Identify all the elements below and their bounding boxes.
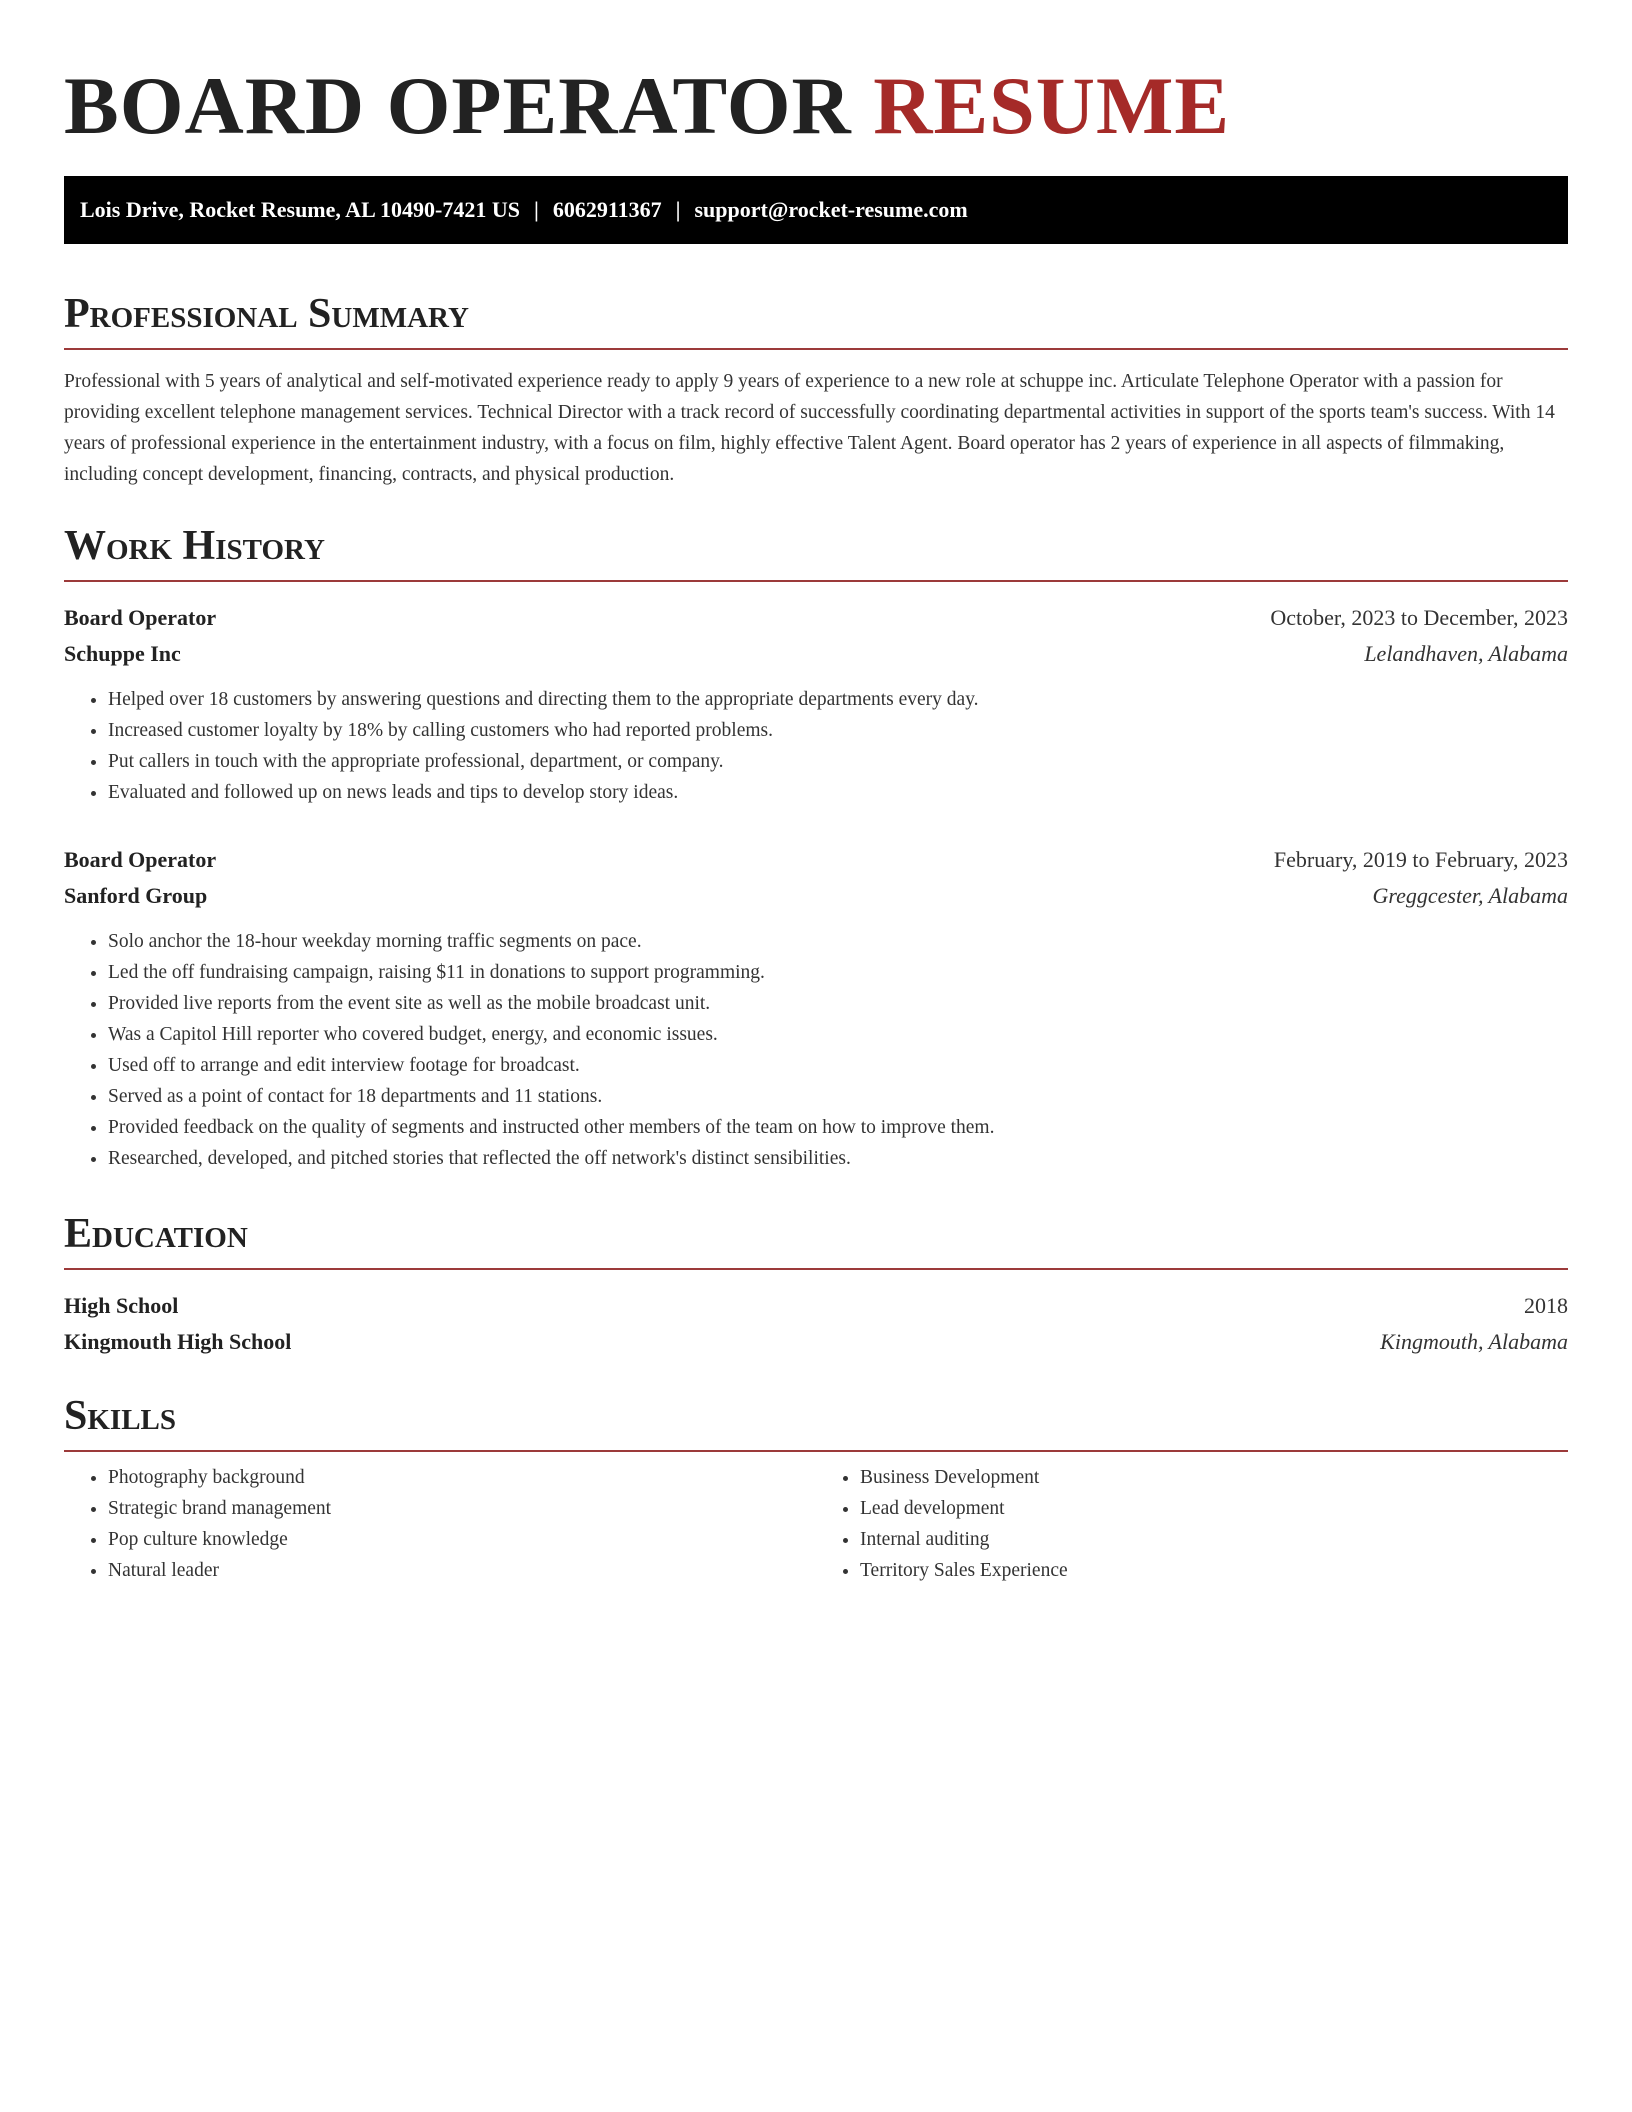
education-year: 2018 (1524, 1293, 1568, 1318)
contact-separator: | (533, 197, 539, 222)
title-accent: RESUME (873, 60, 1231, 151)
contact-email: support@rocket-resume.com (694, 197, 968, 222)
contact-separator: | (675, 197, 681, 222)
education-location: Kingmouth, Alabama (1380, 1329, 1568, 1354)
skills-list (64, 1462, 1568, 1586)
job-location: Greggcester, Alabama (1372, 883, 1568, 908)
skill-item: • Lead development (860, 1493, 1568, 1524)
contact-bar (64, 176, 1568, 244)
job-bullets (64, 926, 1568, 1174)
section-heading-work-history: Work History (64, 518, 1568, 582)
job-bullet: • Led the off fundraising campaign, raising $11 in donations to support programming. (108, 957, 1568, 988)
skill-item: • Pop culture knowledge (108, 1524, 816, 1555)
skill-item: • Natural leader (108, 1555, 816, 1586)
job-entry (64, 600, 1568, 808)
education-degree: High School (64, 1293, 179, 1318)
job-bullet: • Helped over 18 customers by answering questions and directing them to the appropriate departments every day. (108, 684, 1568, 715)
job-title: Board Operator (64, 847, 217, 872)
job-location: Lelandhaven, Alabama (1364, 641, 1568, 666)
job-bullet: • Put callers in touch with the appropriate professional, department, or company. (108, 746, 1568, 777)
job-bullet: • Increased customer loyalty by 18% by calling customers who had reported problems. (108, 715, 1568, 746)
resume-title (64, 56, 1568, 156)
title-main: BOARD OPERATOR (64, 60, 852, 151)
skills-column-right (816, 1462, 1568, 1586)
job-company: Sanford Group (64, 883, 208, 908)
job-dates: February, 2019 to February, 2023 (1273, 847, 1568, 872)
education-school: Kingmouth High School (64, 1329, 292, 1354)
skill-item: • Territory Sales Experience (860, 1555, 1568, 1586)
job-bullet: • Was a Capitol Hill reporter who covered budget, energy, and economic issues. (108, 1019, 1568, 1050)
skill-item: • Strategic brand management (108, 1493, 816, 1524)
section-heading-summary: Professional Summary (64, 286, 1568, 350)
section-heading-skills: Skills (64, 1388, 1568, 1452)
job-bullet: • Served as a point of contact for 18 departments and 11 stations. (108, 1081, 1568, 1112)
job-entry (64, 842, 1568, 1174)
job-dates: October, 2023 to December, 2023 (1270, 605, 1568, 630)
job-company: Schuppe Inc (64, 641, 181, 666)
job-bullet: • Provided live reports from the event site as well as the mobile broadcast unit. (108, 988, 1568, 1019)
education-entry (64, 1288, 1568, 1360)
job-title: Board Operator (64, 605, 217, 630)
job-bullet: • Solo anchor the 18-hour weekday morning traffic segments on pace. (108, 926, 1568, 957)
contact-address: Lois Drive, Rocket Resume, AL 10490-7421 US (80, 197, 520, 222)
job-bullet: • Used off to arrange and edit interview footage for broadcast. (108, 1050, 1568, 1081)
summary-text: Professional with 5 years of analytical and self-motivated experience ready to apply 9 years of experience to a new role at schuppe inc. Articulate Telephone Operator with a passion for providing excellent telephone management services. Technical Director with a track record of successfully coordinating departmental activities in support of the sports team's success. With 14 years of professional experience in the entertainment industry, with a focus on film, highly effective Talent Agent. Board operator has 2 years of experience in all aspects of filmmaking, including concept development, financing, contracts, and physical production. (64, 371, 1555, 485)
skill-item: • Business Development (860, 1462, 1568, 1493)
contact-phone: 6062911367 (552, 197, 662, 222)
section-heading-education: Education (64, 1206, 1568, 1270)
job-bullet: • Researched, developed, and pitched stories that reflected the off network's distinct sensibilities. (108, 1143, 1568, 1174)
job-bullet: • Provided feedback on the quality of segments and instructed other members of the team on how to improve them. (108, 1112, 1568, 1143)
skill-item: • Photography background (108, 1462, 816, 1493)
resume-page (64, 0, 1568, 1586)
job-bullets (64, 684, 1568, 808)
job-bullet: • Evaluated and followed up on news leads and tips to develop story ideas. (108, 777, 1568, 808)
skills-column-left (64, 1462, 816, 1586)
skill-item: • Internal auditing (860, 1524, 1568, 1555)
